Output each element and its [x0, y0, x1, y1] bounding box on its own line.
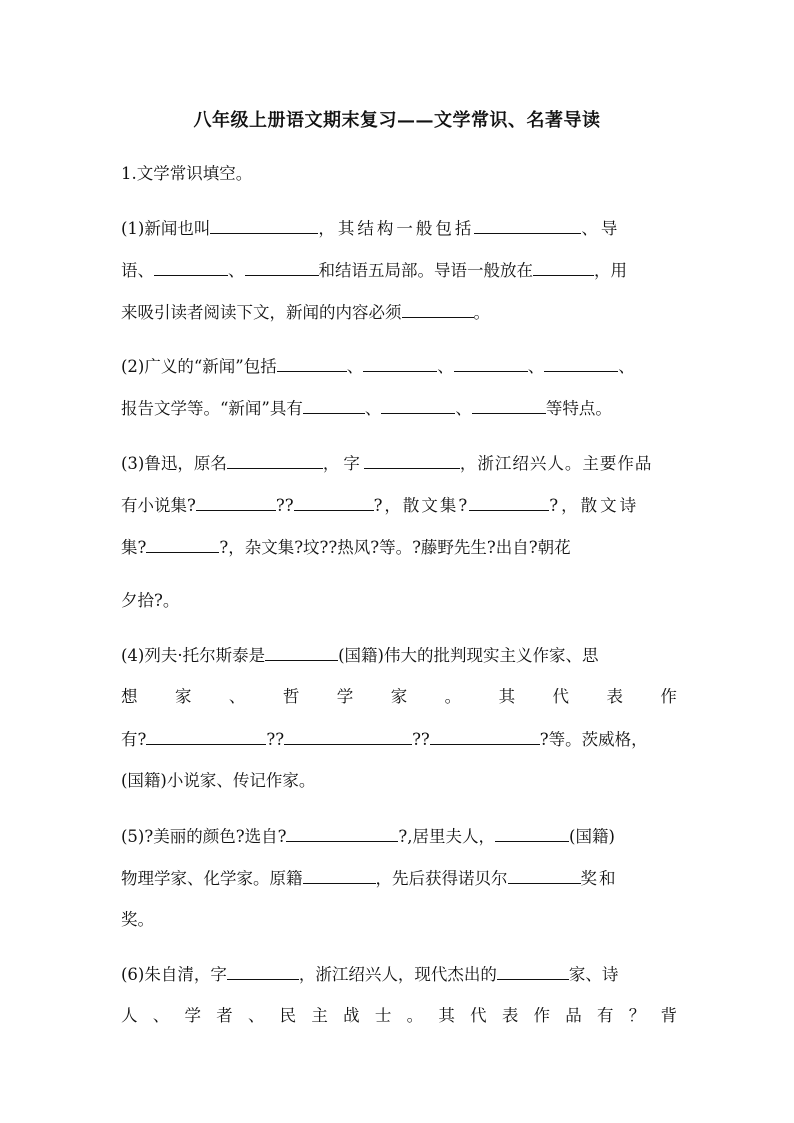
question-text: ，浙江绍兴人，现代杰出的 [298, 965, 497, 984]
answer-blank[interactable] [474, 217, 581, 234]
justified-char: 代 [470, 1006, 487, 1025]
justified-char: 、 [247, 1006, 265, 1025]
question-text: 、 [228, 261, 245, 280]
question-text: 、 [455, 399, 472, 418]
answer-blank[interactable] [277, 355, 347, 372]
answer-blank[interactable] [196, 494, 276, 511]
answer-blank[interactable] [533, 259, 594, 276]
question-text: ?，杂文集?坟??热风?等。?藤野先生?出自?朝花 [219, 538, 571, 557]
question-1-line-2 [121, 259, 677, 282]
justified-char: 。 [406, 1006, 424, 1025]
question-text: ?，散文诗 [549, 496, 640, 515]
question-text: 报告文学等。“新闻”具有 [121, 399, 303, 418]
justified-char: 代 [552, 687, 569, 706]
question-text: (国籍)伟大的批判现实主义作家、思 [338, 646, 599, 665]
question-text: ，字 [322, 454, 364, 473]
justified-char: 。 [444, 687, 462, 706]
justified-char: 学 [184, 1006, 201, 1025]
justified-char: 士 [374, 1006, 392, 1025]
section-heading: 1.文学常识填空。 [121, 164, 253, 183]
question-text: (1)新闻也叫 [121, 219, 211, 238]
justified-char: 品 [565, 1006, 582, 1025]
question-text: 语、 [121, 261, 154, 280]
answer-blank[interactable] [227, 452, 323, 469]
question-6-line-2 [121, 1005, 677, 1027]
justified-char: 表 [606, 687, 623, 706]
question-text: (6)朱自清，字 [121, 965, 227, 984]
question-text: 集? [121, 538, 147, 557]
question-text: ，先后获得诺贝尔 [375, 869, 508, 888]
justified-char: 作 [533, 1006, 551, 1025]
question-text: (4)列夫·托尔斯泰是 [121, 646, 266, 665]
question-text: 、 [618, 357, 635, 376]
question-text: ，其结构一般包括 [318, 219, 475, 238]
answer-blank[interactable] [402, 301, 474, 318]
question-text: 家、诗 [568, 965, 619, 984]
answer-blank[interactable] [146, 536, 219, 553]
question-text: ?,居里夫人， [398, 827, 496, 846]
question-3-line-3 [121, 536, 677, 559]
question-2-line-1 [121, 355, 677, 378]
justified-char: 家 [174, 687, 192, 706]
answer-blank[interactable] [210, 217, 318, 234]
question-text: ，浙江绍兴人。主要作品 [459, 454, 653, 473]
answer-blank[interactable] [469, 494, 549, 511]
question-text: 物理学家、化学家。原籍 [121, 869, 303, 888]
justified-char: 学 [336, 687, 354, 706]
question-3-line-4 [121, 590, 677, 612]
question-3-line-1 [121, 452, 677, 475]
question-4-line-4 [121, 770, 677, 792]
question-text: ?? [412, 730, 430, 749]
question-1-line-3 [121, 301, 677, 324]
question-text: 、 [364, 399, 382, 418]
justified-char: 者 [216, 1006, 233, 1025]
answer-blank[interactable] [472, 397, 546, 414]
justified-char: 人 [121, 1006, 138, 1025]
question-text: 、 [437, 357, 454, 376]
question-text: 奖。 [121, 910, 154, 929]
question-5-line-1 [121, 825, 677, 848]
question-4-line-3 [121, 728, 677, 751]
question-text: (2)广义的“新闻”包括 [121, 357, 277, 376]
answer-blank[interactable] [497, 963, 569, 980]
question-2-line-2 [121, 397, 677, 420]
question-text: (5)?美丽的颜色?选自? [121, 827, 287, 846]
justified-char: 哲 [282, 687, 300, 706]
question-5-line-2 [121, 867, 677, 890]
answer-blank[interactable] [294, 494, 374, 511]
justified-char: 、 [228, 687, 246, 706]
question-text: 。 [473, 303, 490, 322]
question-text: 有? [121, 730, 147, 749]
justified-char: ？ [628, 1006, 646, 1025]
answer-blank[interactable] [430, 728, 540, 745]
answer-blank[interactable] [364, 452, 460, 469]
question-4-line-1 [121, 644, 677, 667]
question-5-line-3 [121, 909, 677, 931]
justified-char: 表 [501, 1006, 519, 1025]
answer-blank[interactable] [454, 355, 528, 372]
answer-blank[interactable] [286, 825, 398, 842]
answer-blank[interactable] [303, 397, 365, 414]
justified-char: 其 [438, 1006, 455, 1025]
question-1-line-1 [121, 217, 677, 240]
answer-blank[interactable] [508, 867, 581, 884]
justified-char: 主 [311, 1006, 328, 1025]
justified-char: 作 [660, 687, 677, 706]
answer-blank[interactable] [544, 355, 618, 372]
justified-char: 家 [390, 687, 408, 706]
justified-char: 民 [279, 1006, 297, 1025]
answer-blank[interactable] [381, 397, 455, 414]
question-text: 和结语五局部。导语一般放在 [318, 261, 533, 280]
justified-char: 想 [121, 687, 138, 706]
answer-blank[interactable] [284, 728, 412, 745]
question-text: 来吸引读者阅读下文，新闻的内容必须 [121, 303, 402, 322]
question-6-line-1 [121, 963, 677, 986]
justified-char: 有 [597, 1006, 614, 1025]
answer-blank[interactable] [154, 259, 228, 276]
question-text: 夕拾?。 [121, 591, 180, 610]
question-text: ?，散文集? [373, 496, 470, 515]
question-text: 有小说集? [121, 496, 196, 515]
question-text: ?? [266, 730, 285, 749]
question-text: 等特点。 [545, 399, 612, 418]
page-title: 八年级上册语文期末复习——文学常识、名著导读 [193, 110, 601, 131]
question-text: ?等。茨威格， [539, 730, 648, 749]
question-text: (国籍) [569, 827, 615, 846]
question-text: 、 [346, 357, 364, 376]
justified-char: 战 [343, 1006, 360, 1025]
question-text: 奖和 [580, 869, 618, 888]
justified-char: 背 [660, 1006, 677, 1025]
answer-blank[interactable] [265, 644, 338, 661]
question-text: ，用 [594, 261, 627, 280]
answer-blank[interactable] [495, 825, 569, 842]
question-text: (3)鲁迅，原名 [121, 454, 227, 473]
answer-blank[interactable] [303, 867, 376, 884]
answer-blank[interactable] [227, 963, 299, 980]
question-4-line-2 [121, 686, 677, 708]
justified-char: 其 [498, 687, 516, 706]
justified-char: 、 [152, 1006, 170, 1025]
answer-blank[interactable] [245, 259, 319, 276]
answer-blank[interactable] [146, 728, 266, 745]
question-3-line-2 [121, 494, 677, 517]
question-text: 、 [527, 357, 545, 376]
question-text: (国籍)小说家、传记作家。 [121, 771, 316, 790]
answer-blank[interactable] [363, 355, 437, 372]
question-text: ?? [275, 496, 294, 515]
question-text: 、导 [581, 219, 621, 238]
